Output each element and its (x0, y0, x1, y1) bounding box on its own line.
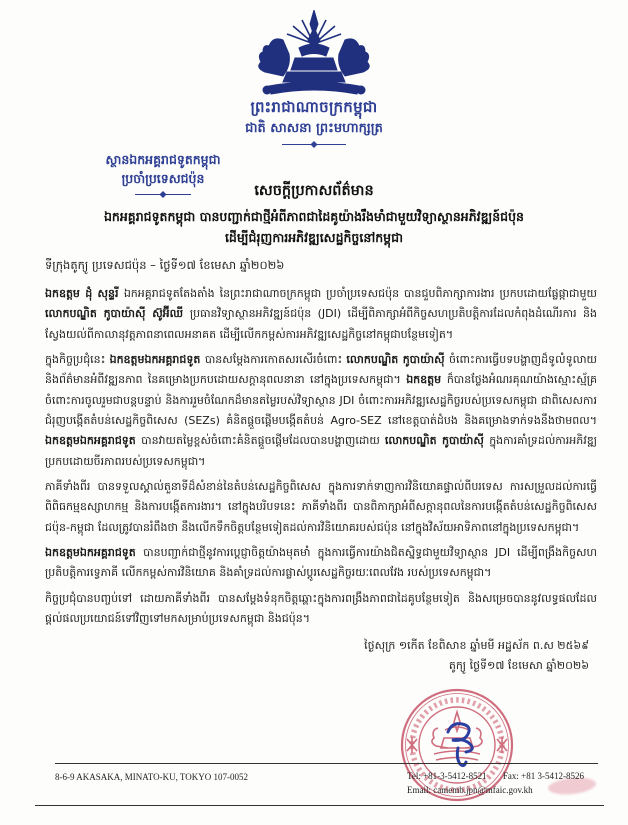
ornament-divider (282, 144, 346, 145)
text-run: ក្នុងការគាំទ្រដល់ការអភិវឌ្ឍប្រកបដោយចីរភាពរបស់ប្រទេសកម្ពុជា។ (45, 434, 597, 468)
paragraph-1 (45, 284, 597, 345)
body-text (45, 284, 597, 677)
paragraph-2 (45, 350, 597, 472)
text-run: ចំពោះការធ្វើបទបង្ហាញដ៏ទូលំទូលាយ និងព័ត៌មានអំពីវឌ្ឍនភាព នៃគម្រោងប្រកបដោយសក្តានុពលនានា នៅក្នុងប្រទេសកម្ពុជា។ (45, 353, 598, 387)
cambodia-royal-arms-icon (239, 10, 389, 102)
headline-line-1: ឯកអគ្គរាជទូតកម្ពុជា បានបញ្ជាក់ជាថ្មីអំពីភាពជាដៃគូយ៉ាងរឹងមាំជាមួយវិទ្យាស្ថានអភិវឌ្ឍន៍ជប៉ុន (103, 209, 524, 224)
text-run: ក្នុងកិច្ចប្រជុំនេះ (45, 353, 110, 367)
text-run: កិច្ចប្រជុំបានបញ្ចប់ទៅ ដោយភាគីទាំងពីរ បានសម្តែងទំនុកចិត្តឆ្ពោះក្នុងការពង្រឹងភាពជាដៃគូបន្ថែមទៀត និងសម្រេចបាននូវលទ្ធផលដែលផ្តល់ផលប្រយោជន៍ទៅវិញទៅមកសម្រាប់ប្រទេសកម្ពុជា និងជប៉ុន។ (45, 591, 597, 626)
footer-rule-bottom (35, 805, 604, 806)
text-run: បានសម្តែងការកោតសរសើរចំពោះ (204, 353, 347, 367)
phone-number: Tel: +81-3-5412-8521 (406, 771, 487, 781)
lunar-date-line: ថ្ងៃសុក្រ ១កើត ខែពិសាខ ឆ្នាំមមី អដ្ឋស័ក ព.ស ២៥៦៩ (364, 638, 589, 652)
text-run: ឯកអគ្គរាជទូតតែងតាំង នៃព្រះរាជាណាចក្រកម្ពុជា ប្រចាំប្រទេសជប៉ុន បានជួបពិភាក្សាការងារ ប្រកបដោយផ្លែផ្កាជាមួយ (123, 287, 597, 300)
ambassador-name: ឯកឧត្តម ដុំ សុន្ទរី (45, 287, 124, 300)
ambassador-ref: ឯកឧត្តមឯកអគ្គរាជទូត (45, 546, 144, 560)
headline-line-2: ដើម្បីជំរុញការអភិវឌ្ឍសេដ្ឋកិច្ចនៅកម្ពុជា (224, 230, 404, 246)
ambassador-ref: ឯកឧត្តមឯកអគ្គរាជទូត (45, 434, 142, 448)
closing-date-block (45, 636, 597, 678)
dateline: ទីក្រុងតូក្យូ ប្រទេសជប៉ុន – ថ្ងៃទី១៧ ខែមេសា ឆ្នាំ២០២៦ (45, 258, 285, 272)
kingdom-title: ព្រះរាជាណាចក្រកម្ពុជា (250, 98, 378, 116)
excellency-ref: ឯកឧត្តម (406, 373, 447, 387)
email-address: Email: camemb.jpn@mfaic.gov.kh (406, 784, 533, 795)
national-motto: ជាតិ សាសនា ព្រះមហាក្សត្រ (245, 121, 383, 136)
jdi-president-name: លោកបណ្ឌិត កូបាយ៉ាស៊ី ស៊ូអ៊ីឈី (45, 307, 190, 321)
fax-number: Fax: +81 3-5412-8526 (502, 771, 584, 781)
text-run: បានវាយតម្លៃខ្ពស់ចំពោះគំនិតផ្តួចផ្តើមដែលបានបង្ហាញដោយ (141, 434, 385, 448)
ambassador-ref: ឯកឧត្តមឯកអគ្គរាជទូត (109, 353, 205, 367)
text-run: ប្រធានវិទ្យាស្ថានអភិវឌ្ឍន៍ជប៉ុន (JDI) ដើម្បីពិភាក្សាអំពីកិច្ចសហប្រតិបត្តិការដែលកំពុងដំណើរការ និងស្វែងយល់ពីកាលានុវត្តភាពនាពេលអនាគត ដើម្បីលើកកម្ពស់ការអភិវឌ្ឍសេដ្ឋកិច្ចនៅកម្ពុជាបន្ថែមទៀត។ (45, 307, 597, 341)
text-run: បានបញ្ជាក់ជាថ្មីនូវការប្តេជ្ញាចិត្តយ៉ាងមុតមាំ ក្នុងការធ្វើការយ៉ាងជិតស្និទ្ធជាមួយវិទ្យាស្ថាន JDI ដើម្បីពង្រឹងកិច្ចសហប្រតិបត្តិការទ្វេភាគី លើកកម្ពស់ការវិនិយោគ និងគាំទ្រដល់ការផ្លាស់ប្តូរសេដ្ឋកិច្ចរយៈពេលវែង របស់ប្រទេសកម្ពុជា។ (45, 546, 597, 580)
paragraph-5 (45, 589, 597, 630)
paragraph-4 (45, 543, 597, 584)
footer-rule-top (55, 763, 598, 764)
embassy-address: 8-6-9 AKASAKA, MINATO-KU, TOKYO 107-0052 (55, 772, 248, 782)
paragraph-3 (45, 477, 597, 538)
embassy-name: ស្ថានឯកអគ្គរាជទូតកម្ពុជា (105, 152, 221, 167)
embassy-country: ប្រចាំប្រទេសជប៉ុន (121, 171, 205, 187)
text-run: ក៏បានថ្លែងអំណរគុណយ៉ាងស្មោះស្ម័គ្រចំពោះការចូលរួមជាបន្តបន្ទាប់ និងការរួមចំណែកដ៏មានតម្លៃរបស់វិទ្យាស្ថាន JDI ចំពោះការអភិវឌ្ឍសេដ្ឋកិច្ចរបស់ប្រទេសកម្ពុជា ជាពិសេសការជំរុញបង្កើតតំបន់សេដ្ឋកិច្ចពិសេស (SEZs) គំនិតផ្តួចផ្តើមបង្កើតតំបន់ Agro-SEZ នៅខេត្តបាត់ដំបង និងគម្រោងទាក់ទងនឹងថាមពល។ (45, 373, 597, 428)
jdi-president-ref: លោកបណ្ឌិត កូបាយ៉ាស៊ី (346, 353, 450, 367)
text-run: ភាគីទាំងពីរ បានទទួលស្គាល់តួនាទីដ៏សំខាន់នៃតំបន់សេដ្ឋកិច្ចពិសេស ក្នុងការទាក់ទាញការវិនិយោគផ្ទាល់ពីបរទេស ការសម្រួលដល់ការធ្វើពិពិធកម្មឧស្សាហកម្ម និងការបង្កើតការងារ។ នៅក្នុងបរិបទនេះ ភាគីទាំងពីរ បានពិភាក្សាអំពីសក្តានុពលនៃការបង្កើតតំបន់សេដ្ឋកិច្ចពិសេសជប៉ុន-កម្ពុជា ដែលត្រូវបានរំពឹងថា នឹងលើកទឹកចិត្តបន្ថែមទៀតដល់ការវិនិយោគរបស់ជប៉ុន នៅក្នុងវិស័យអាទិភាពនៅក្នុងប្រទេសកម្ពុជា។ (45, 480, 597, 534)
headline (34, 206, 594, 249)
footer-contact (407, 770, 598, 798)
gregorian-date-line: តូក្យូ ថ្ងៃទី១៧ ខែមេសា ឆ្នាំ២០២៦ (448, 659, 589, 673)
jdi-president-ref: លោកបណ្ឌិត កូបាយ៉ាស៊ី (384, 434, 490, 448)
document-title: សេចក្តីប្រកាសព័ត៌មាន (254, 183, 374, 199)
